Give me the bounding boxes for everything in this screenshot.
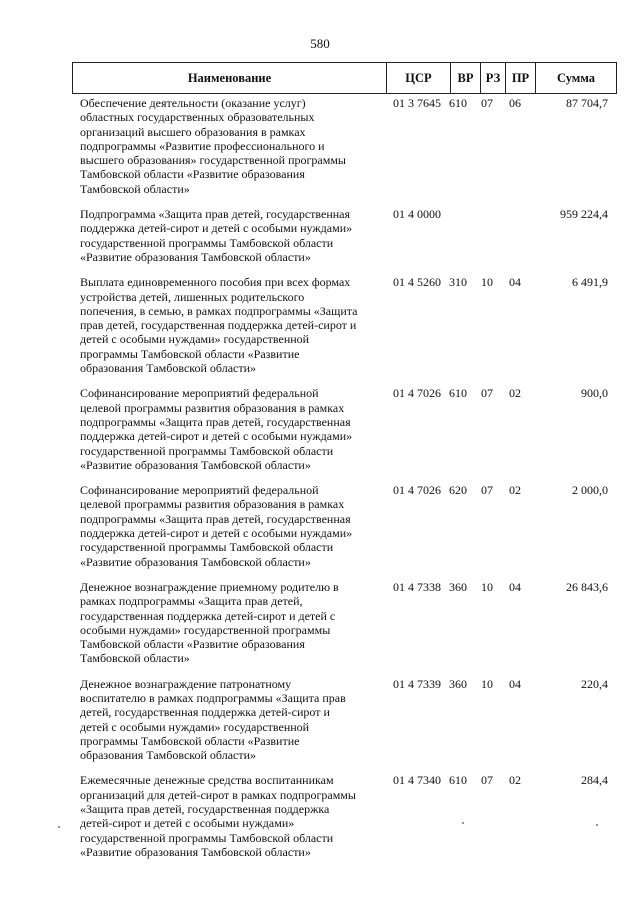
row-csr: 01 4 7338 (393, 579, 441, 594)
row-rz: 07 (481, 773, 493, 788)
header-sum: Сумма (536, 63, 617, 94)
scan-speck (462, 822, 464, 824)
row-sum: 2 000,0 (572, 483, 608, 498)
row-pr: 02 (509, 773, 521, 788)
row-rz: 07 (481, 386, 493, 401)
row-sum: 900,0 (581, 386, 608, 401)
row-name: Ежемесячные денежные средства воспитанникам организаций для детей-сирот в рамках подпрограммы «Защита прав детей, государственная поддержка детей-сирот и детей с особыми нуждами» государственной программы Тамбовской области «Развитие образования Тамбовской области» (80, 773, 356, 859)
header-rz: РЗ (481, 63, 506, 94)
row-pr: 04 (509, 275, 521, 290)
row-csr: 01 4 0000 (393, 207, 441, 222)
row-rz: 10 (481, 676, 493, 691)
row-rz: 10 (481, 275, 493, 290)
row-vr: 610 (449, 386, 467, 401)
scan-speck (58, 826, 60, 828)
row-name: Денежное вознаграждение патронатному воспитателю в рамках подпрограммы «Защита прав детей, государственная поддержка детей-сирот и детей с особыми нуждами» государственной программы Тамбовской области «Развитие образования Тамбовской области» (80, 676, 346, 763)
table-row (80, 677, 616, 763)
row-sum: 87 704,7 (566, 96, 608, 110)
row-csr: 01 4 7339 (393, 676, 441, 691)
row-vr: 310 (449, 275, 467, 290)
row-vr (449, 207, 479, 264)
row-rz: 07 (481, 96, 493, 110)
row-name: Выплата единовременного пособия при всех формах устройства детей, лишенных родительского попечения, в семью, в рамках подпрограммы «Защита прав детей, государственная поддержка детей-сирот и детей с особыми нуждами» государственной программы Тамбовской области «Развитие образования Тамбовской области» (80, 275, 358, 376)
row-sum: 26 843,6 (566, 579, 608, 594)
row-pr: 02 (509, 483, 521, 498)
row-csr: 01 3 7645 (393, 96, 441, 110)
row-sum: 6 491,9 (572, 275, 608, 290)
row-csr: 01 4 7026 (393, 386, 441, 401)
row-csr: 01 4 7026 (393, 483, 441, 498)
row-name: Обеспечение деятельности (оказание услуг) областных государственных образовательных организаций высшего образования в рамках подпрограммы «Развитие профессионального и высшего образования» государственной программы Тамбовской области «Развитие образования Тамбовской области» (80, 96, 346, 196)
table-row (80, 207, 616, 264)
row-vr: 610 (449, 773, 467, 788)
row-name: Денежное вознаграждение приемному родителю в рамках подпрограммы «Защита прав детей, государственная поддержка детей-сирот и детей с особыми нуждами» государственной программы Тамбовской области «Развитие образования Тамбовской области» (80, 579, 339, 666)
table-body (80, 96, 616, 870)
row-pr: 06 (509, 96, 521, 110)
header-name: Наименование (73, 63, 387, 94)
header-vr: ВР (451, 63, 481, 94)
header-pr: ПР (506, 63, 536, 94)
row-rz: 07 (481, 483, 493, 498)
table-row (80, 483, 616, 569)
row-name: Софинансирование мероприятий федеральной целевой программы развития образования в рамках подпрограммы «Защита прав детей, государственная поддержка детей-сирот и детей с особыми нуждами» государственной программы Тамбовской области «Развитие образования Тамбовской области» (80, 386, 353, 472)
row-csr: 01 4 7340 (393, 773, 441, 788)
row-rz (479, 207, 506, 264)
scan-speck (596, 824, 598, 826)
table-row (80, 275, 616, 375)
row-vr: 610 (449, 96, 467, 110)
page-number: 580 (310, 36, 330, 51)
row-vr: 360 (449, 579, 467, 594)
row-pr: 04 (509, 676, 521, 691)
row-pr (506, 207, 537, 264)
table-row (80, 96, 616, 196)
row-csr: 01 4 5260 (393, 275, 441, 290)
table-header (72, 62, 617, 94)
row-sum: 959 224,4 (560, 207, 608, 222)
row-pr: 04 (509, 579, 521, 594)
row-rz: 10 (481, 579, 493, 594)
row-name: Софинансирование мероприятий федеральной целевой программы развития образования в рамках подпрограммы «Защита прав детей, государственная поддержка детей-сирот и детей с особыми нуждами» государственной программы Тамбовской области «Развитие образования Тамбовской области» (80, 483, 353, 569)
header-csr: ЦСР (387, 63, 451, 94)
table-row (80, 580, 616, 666)
row-sum: 220,4 (581, 676, 608, 691)
table-row (80, 773, 616, 859)
row-name: Подпрограмма «Защита прав детей, государственная поддержка детей-сирот и детей с особыми нуждами» государственной программы Тамбовской области «Развитие образования Тамбовской области» (80, 207, 353, 264)
table-row (80, 386, 616, 472)
row-vr: 360 (449, 676, 467, 691)
row-sum: 284,4 (581, 773, 608, 788)
row-pr: 02 (509, 386, 521, 401)
row-vr: 620 (449, 483, 467, 498)
